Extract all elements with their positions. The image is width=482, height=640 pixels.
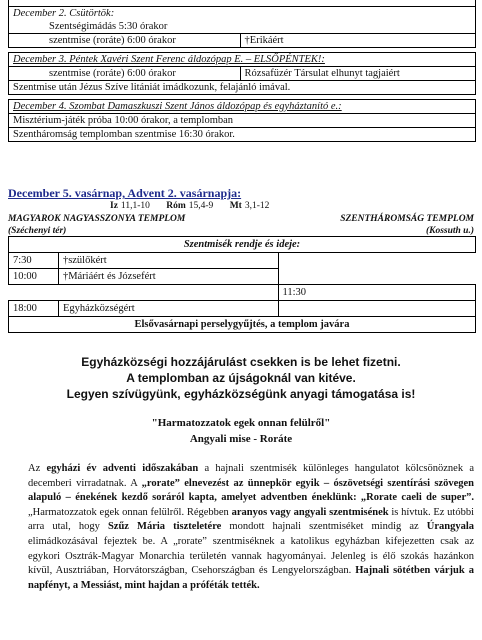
dec3-mass-time: szentmise (roráte) 6:00 órakor: [9, 67, 241, 81]
left-church-name: MAGYAROK NAGYASSZONYA TEMPLOM: [8, 214, 186, 224]
mass-table-title: Szentmisék rendje és ideje:: [9, 237, 476, 253]
weekday-schedule-table: [8, 0, 476, 142]
dec2-mass-time: szentmise (roráte) 6:00 órakor: [9, 34, 241, 48]
mass-time-right: 11:30: [278, 285, 475, 301]
table-row: [9, 253, 476, 269]
sunday-readings: [110, 201, 283, 211]
table-row: [9, 301, 476, 317]
right-church-location: (Kossuth u.): [425, 226, 474, 236]
day-heading-row: [9, 7, 476, 21]
sunday-heading: December 5. vasárnap, Advent 2. vasárnapja:: [8, 186, 242, 200]
dec2-row1: Szentségimádás 5:30 órakor: [9, 20, 476, 34]
mass-intent: †szülőkért: [58, 253, 278, 269]
dec2-mass-intent: †Erikáért: [240, 34, 475, 48]
dec3-note: Szentmise után Jézus Szíve litániát imádkozunk, felajánló imával.: [9, 81, 476, 95]
mass-intent: Egyházközségért: [58, 301, 278, 317]
right-church-name: SZENTHÁROMSÁG TEMPLOM: [340, 214, 474, 224]
article-body: Az egyházi év adventi időszakában a hajnali szentmisék különleges hangulatot kölcsönöznek a decemberi virradatnak. A „rorate” elnevezést az ünnepkör egyik – ószövetségi szentírási szövegen alapuló – énekének kezdő soráról kapta, amelyet adventben éneklünk: „Rorate caeli de super”. „Harmatozzatok egek onnan felülről. Régebben aranyos vagy angyali szentmisének is hívtuk. Ez utóbbi arra utal, hogy Szűz Mária tiszteletére mondott hajnali szentmiséket mindig az Úrangyala elimádkozásával fejeztek be. A „rorate” szentmiséknek a katolikus egyházban kifejezetten csak az egykori Osztrák-Magyar Monarchia területén vannak hagyományai. Jelenleg is élő szokás hazánkon kívül, Ausztriában, Horvátországban, Csehországban és Lengyelországban. Hajnali sötétben várjuk a napfényt, a Messiást, mint hajdan a próféták tették.: [28, 463, 475, 591]
reading-3: Mt 3,1-12: [229, 201, 270, 211]
left-church-location: (Széchenyi tér): [8, 226, 67, 236]
mass-time: 18:00: [9, 301, 59, 317]
reading-1: Iz 11,1-10: [110, 201, 150, 211]
dec4-row1: Misztérium-játék próba 10:00 órakor, a templomban: [9, 114, 476, 128]
article-title: "Harmatozzatok egek onnan felülről": [151, 417, 331, 429]
dec4-heading: December 4. Szombat Damaszkuszi Szent János áldozópap és egyháztanító e.:: [9, 100, 476, 114]
mass-time: 10:00: [9, 269, 59, 285]
table-row: [9, 269, 476, 285]
dec3-mass-intent: Rózsafüzér Társulat elhunyt tagjaiért: [240, 67, 475, 81]
dec3-heading: December 3. Péntek Xavéri Szent Ferenc áldozópap E. – ELSŐPÉNTEK!:: [9, 53, 476, 67]
mass-intent: †Máriáért és Józsefért: [58, 269, 278, 285]
notice-line-1: Egyházközségi hozzájárulást csekken is be lehet fizetni.: [81, 355, 401, 369]
dec2-heading: December 2. Csütörtök:: [9, 7, 476, 21]
dec4-row2: Szentháromság templomban szentmise 16:30 órakor.: [9, 128, 476, 142]
sunday-mass-table: [8, 236, 476, 333]
mass-time: 7:30: [9, 253, 59, 269]
notice-line-3: Legyen szívügyünk, egyházközségünk anyagi támogatása is!: [66, 387, 416, 401]
reading-2: Róm 15,4-9: [166, 201, 214, 211]
collection-note: Elsővasárnapi perselygyűjtés, a templom javára: [9, 317, 476, 333]
table-row: [9, 285, 476, 301]
article-subtitle: Angyali mise - Roráte: [189, 433, 293, 445]
notice-line-2: A templomban az újságoknál van kitéve.: [126, 371, 356, 385]
